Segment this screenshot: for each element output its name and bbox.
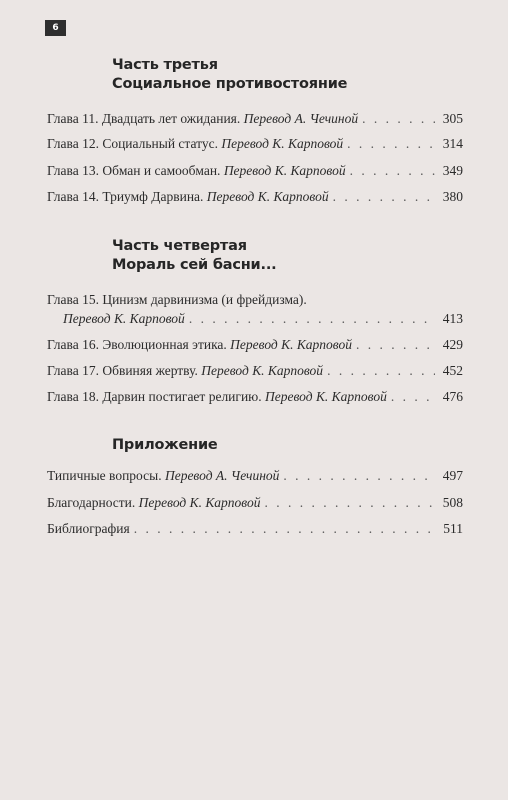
- chapter-title: Библиография: [47, 521, 130, 536]
- translator-credit: Перевод К. Карповой: [230, 337, 352, 352]
- page-ref: 429: [442, 337, 463, 352]
- page-ref: 452: [442, 363, 463, 378]
- dot-leader: [189, 311, 435, 327]
- dot-leader: [391, 389, 435, 405]
- translator-credit: Перевод К. Карповой: [63, 311, 185, 326]
- toc-entry[interactable]: [47, 163, 463, 179]
- page-ref: 380: [442, 189, 463, 204]
- chapter-title: Типичные вопросы.: [47, 468, 162, 483]
- chapter-title: Глава 14. Триумф Дарвина.: [47, 189, 204, 204]
- part-title: Приложение: [112, 437, 218, 453]
- toc-entry[interactable]: [47, 189, 463, 205]
- page-number: 6: [45, 20, 66, 36]
- translator-credit: Перевод К. Карповой: [206, 189, 329, 204]
- part-label: Часть третья: [112, 57, 218, 73]
- chapter-title: Глава 17. Обвиняя жертву.: [47, 363, 198, 378]
- part-title: Мораль сей басни...: [112, 257, 277, 273]
- dot-leader: [134, 521, 435, 537]
- toc-entry[interactable]: [47, 111, 463, 127]
- translator-credit: Перевод К. Карповой: [265, 389, 387, 404]
- toc-entry[interactable]: [47, 389, 463, 405]
- dot-leader: [327, 363, 435, 379]
- dot-leader: [356, 337, 435, 353]
- chapter-title: Глава 11. Двадцать лет ожидания.: [47, 111, 241, 126]
- page-ref: 349: [442, 163, 463, 178]
- chapter-title: Глава 15. Цинизм дарвинизма (и фрейдизма).: [47, 292, 307, 307]
- chapter-title: Глава 13. Обман и самообман.: [47, 163, 221, 178]
- translator-credit: Перевод К. Карповой: [221, 136, 344, 151]
- part-label: Часть четвертая: [112, 238, 247, 254]
- chapter-title: Глава 18. Дарвин постигает религию.: [47, 389, 262, 404]
- page-ref: 305: [442, 111, 463, 126]
- page-ref: 508: [442, 495, 463, 510]
- part-heading: [112, 436, 218, 455]
- page-ref: 497: [442, 468, 463, 483]
- translator-credit: Перевод К. Карповой: [223, 163, 346, 178]
- part-title: Социальное противостояние: [112, 76, 348, 92]
- toc-entry[interactable]: [47, 521, 463, 537]
- toc-entry[interactable]: [47, 136, 463, 152]
- part-heading: [112, 237, 276, 275]
- dot-leader: [350, 163, 435, 179]
- translator-credit: Перевод К. Карповой: [138, 495, 261, 510]
- page-ref: 314: [442, 136, 463, 151]
- translator-credit: Перевод К. Карповой: [201, 363, 324, 378]
- dot-leader: [347, 136, 435, 152]
- toc-entry[interactable]: [47, 292, 463, 327]
- part-heading: [112, 56, 347, 94]
- toc-entry[interactable]: [47, 495, 463, 511]
- page-ref: 511: [443, 521, 463, 536]
- dot-leader: [283, 468, 435, 484]
- page-ref: 476: [442, 389, 463, 404]
- toc-entry[interactable]: [47, 468, 463, 484]
- toc-entry[interactable]: [47, 337, 463, 353]
- toc-entry[interactable]: [47, 363, 463, 379]
- dot-leader: [264, 495, 435, 511]
- translator-credit: Перевод А. Чечиной: [164, 468, 280, 483]
- dot-leader: [362, 111, 435, 127]
- chapter-title: Глава 12. Социальный статус.: [47, 136, 218, 151]
- translator-credit: Перевод А. Чечиной: [243, 111, 359, 126]
- chapter-title: Благодарности.: [47, 495, 136, 510]
- chapter-title: Глава 16. Эволюционная этика.: [47, 337, 227, 352]
- dot-leader: [333, 189, 435, 205]
- page-ref: 413: [442, 311, 463, 326]
